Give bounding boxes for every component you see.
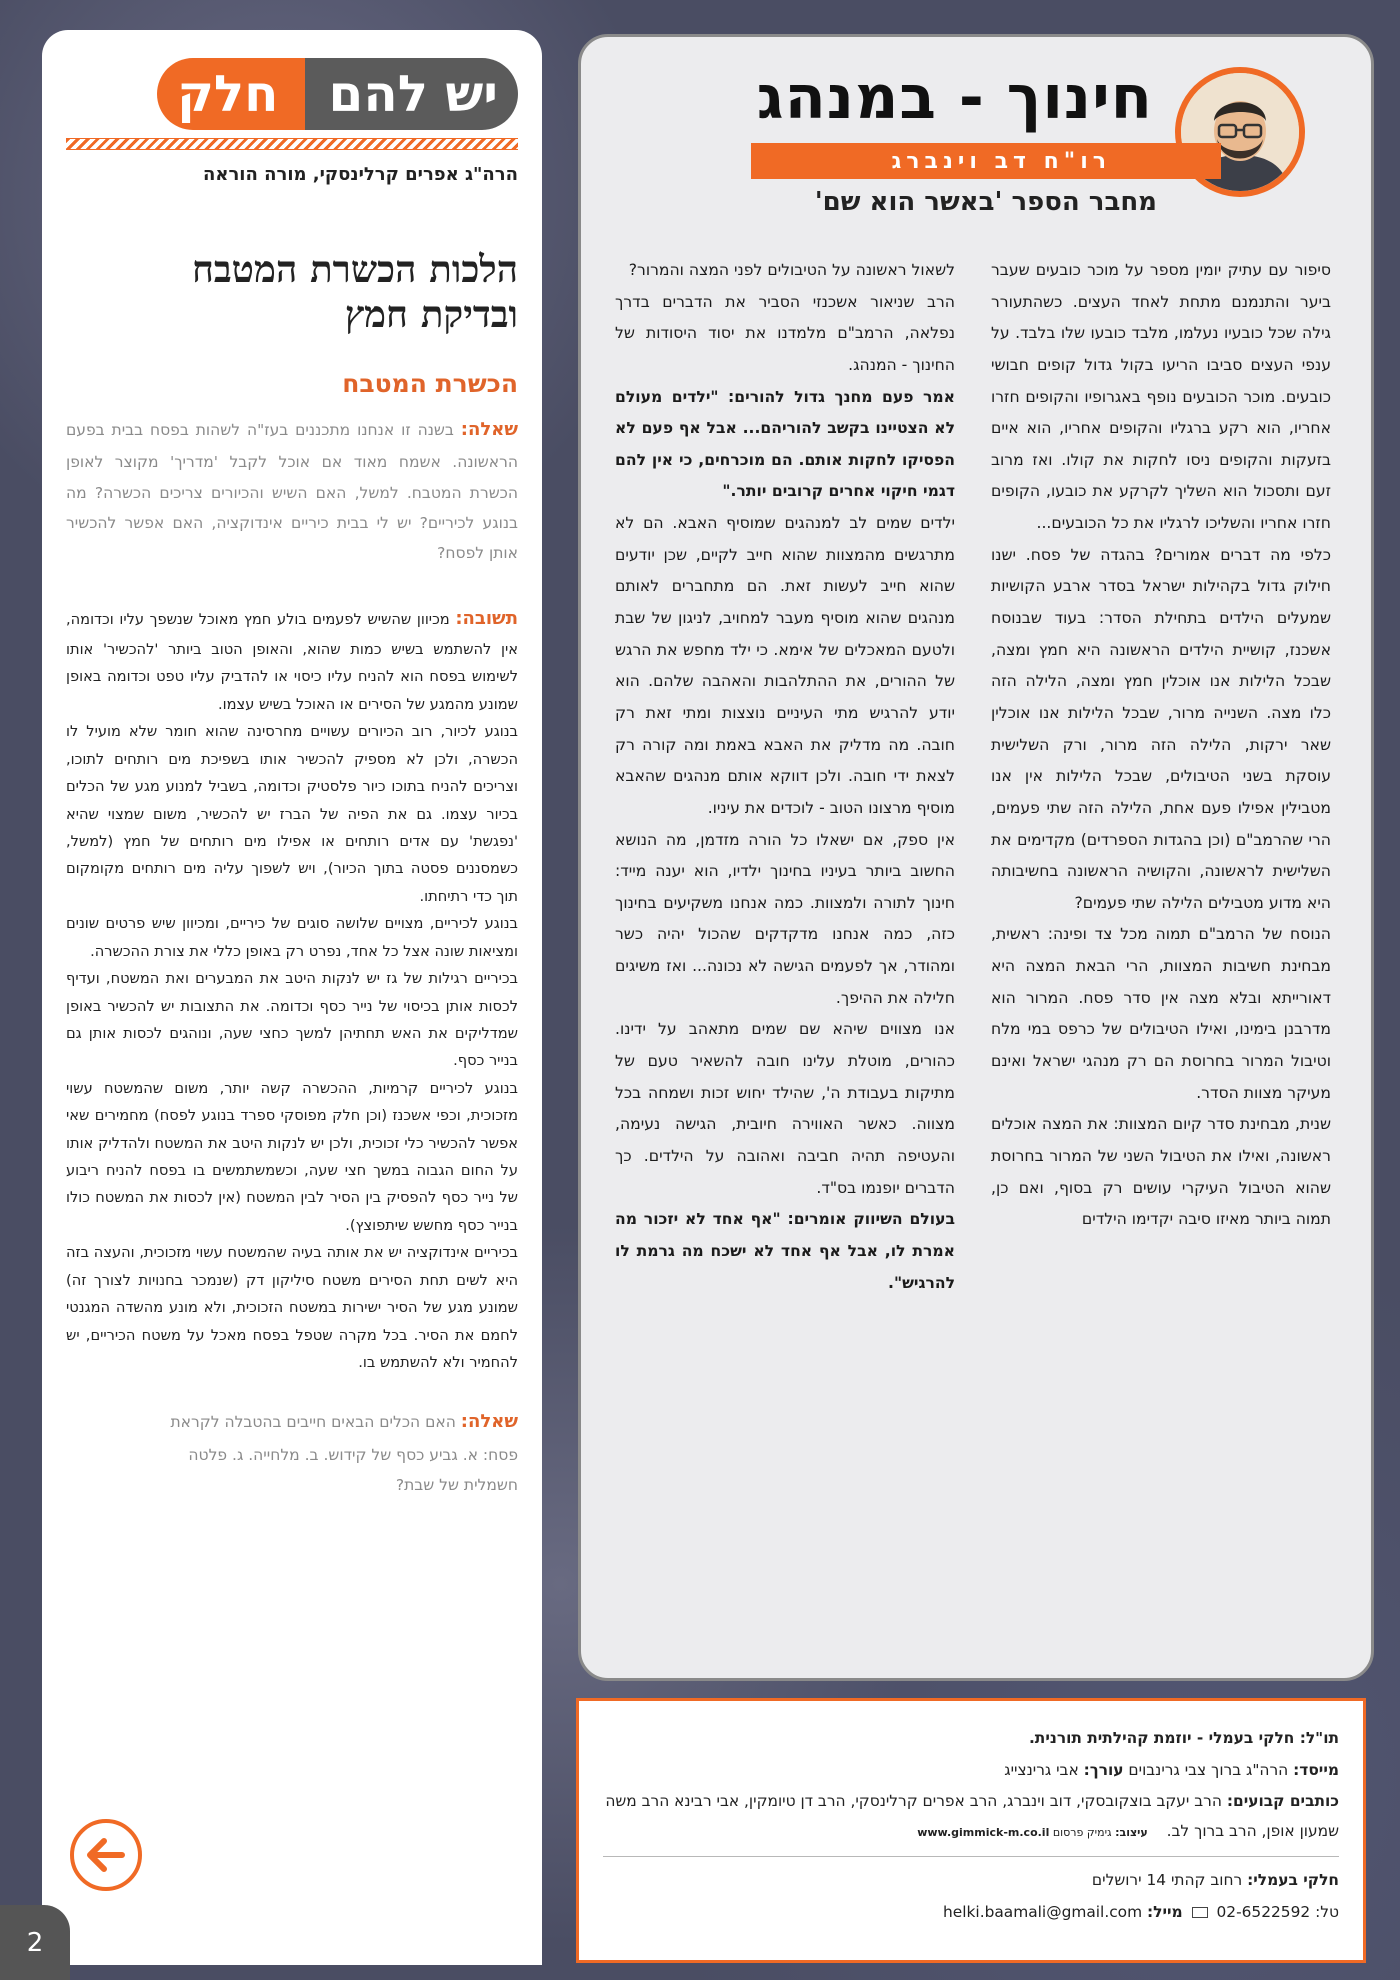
article-title (66, 247, 518, 337)
column-title-badge (157, 58, 518, 130)
answer-paragraph (66, 602, 518, 718)
question-text: האם הכלים הבאים חייבים בהטבלה לקראת פסח: א. גביע כסף של קידוש. ב. מלחייה. ג. פלטה חשמלית של שבת? (170, 1413, 518, 1494)
question-label: שאלה: (460, 1411, 518, 1433)
credits-org-line: תו"ל: חלקי בעמלי - יוזמת קהילתית תורנית. (1028, 1729, 1339, 1747)
paragraph: הרב שניאור אשכנזי הסביר את הדברים בדרך נפלאה, הרמב"ם מלמדנו את יסוד היסודות של החינוך - המנהג. (615, 292, 955, 374)
question-2 (66, 1404, 518, 1500)
credits-founder-line: מייסד: הרה"ג ברוך צבי גרינבוים עורך: אבי גרינצייג (1004, 1760, 1339, 1779)
question-text: בשנה זו אנחנו מתכננים בעז"ה לשהות בפסח בבית בפעם הראשונה. אשמח מאוד אם אוכל לקבל 'מדריך' מקוצר לאופן הכשרת המטבח. למשל, האם השיש והכיורים צריכים הכשרה? מה בנוגע לכיריים? יש לי בבית כיריים אינדוקציה, האם אפשר להכשיר אותן לפסח? (66, 421, 518, 562)
paragraph: בעולם השיווק אומרים: "אף אחד לא יזכור מה אמרת לו, אבל אף אחד לא ישכח מה גרמת לו להרגיש". (615, 1210, 955, 1292)
question-label: שאלה: (460, 419, 518, 441)
paragraph: סיפור עם עתיק יומין מספר על מוכר כובעים שעבר ביער והתנמנם מתחת לאחד העצים. כשהתעורר גילה שכל כובעיו נעלמו, מלבד כובעו שלו בלבד. על ענפי העצים סביבו הריעו בקול גדול קופים חבושי כובעים. מוכר הכובעים נופף באגרופיו והקופים חזרו אחריו, הוא רקע ברגליו והקופים אחריו, הוא איים בזעקות והקופים ניסו לחקות את קולו. ואז מרוב זעם ותסכול הוא השליך לקרקע את כובעו, הקופים חזרו אחריו והשליכו לרגליו את כל הכובעים... (991, 261, 1331, 533)
design-url-link[interactable]: www.gimmick-m.co.il (917, 1826, 1050, 1840)
email-link[interactable]: helki.baamali@gmail.com (943, 1902, 1143, 1921)
left-byline: הרה"ג אפרים קרלינסקי, מורה הוראה (203, 164, 518, 185)
credits-address-line: חלקי בעמלי: רחוב קהתי 14 ירושלים (1091, 1871, 1339, 1890)
credits-contact-line: טל: 02-6522592 מייל: helki.baamali@gmail.com (943, 1902, 1339, 1921)
design-credit: עיצוב: גימיק פרסום www.gimmick-m.co.il (917, 1826, 1148, 1840)
column-header (66, 58, 518, 130)
column-title-part1: יש להם (305, 58, 518, 130)
column-title-part2: חלק (157, 58, 304, 130)
credits-writers-line: כותבים קבועים: הרב יעקב בוצקובסקי, דוב וינברג, הרב אפרים קרלינסקי, הרב דן טיומקין, אבי רבינא הרב משה שמעון אופן, הרב ברוך לב. עיצוב: גימיק פרסום www.gimmick-m.co.il (605, 1792, 1339, 1841)
paragraph: אין ספק, אם ישאלו כל הורה מזדמן, מה הנושא החשוב ביותר בעיניו בחינוך ילדיו, הוא יענה מייד: חינוך לתורה ולמצוות. כמה אנחנו משקיעים בחינוך כזה, כמה אנחנו מדקדקים שהכול יהיה כשר ומהודר, אך לפעמים הגישה לא נכונה... ואז משיגים חלילה את ההיפך. (615, 830, 955, 1007)
left-column-panel (42, 30, 542, 1965)
paragraph: הנוסח של הרמב"ם תמוה מכל צד ופינה: ראשית, מבחינת חשיבות המצוות, הרי הבאת המצה היא דאורייתא ובלא מצה אין סדר פסח. המרור הוא מדרבנן בימינו, ואילו הטיבולים של כרפס במי מלח וטיבול המרור בחרוסת הם רק מנהגי ישראל ואינם מעיקר מצוות הסדר. (991, 925, 1331, 1102)
article-title-line2: ובדיקת חמץ (344, 292, 518, 337)
article-columns (615, 255, 1331, 1299)
paragraph: ילדים שמים לב למנהגים שמוסיף האבא. הם לא מתרגשים מהמצוות שהוא חייב לקיים, שכן יודעים שהוא חייב לעשות זאת. הם מתחברים לאותם מנהגים שהוא מוסיף מעבר למחויב, לניגון של שבת ולטעם המאכלים של אימא. כי ילד מחפש את הרגש של ההורים, את ההתלהבות והאהבה שלהם. הוא יודע להרגיש מתי העיניים נוצצות ומתי זאת רק חובה. מה מדליק את האבא באמת ומה קורה רק לצאת ידי חובה. ולכן דווקא אותם מנהגים שהאבא מוסיף מרצונו הטוב - לוכדים את עיניו. (615, 514, 955, 817)
article-title-line1: הלכות הכשרת המטבח (191, 247, 518, 291)
question-1 (66, 412, 518, 568)
paragraph: אנו מצווים שיהא שם שמים מתאהב על ידינו. כהורים, מוטלת עלינו חובה להשאיר טעם של מתיקות בעבודת ה', שהילד יחוש זכות ושמחה בכל מצווה. כאשר האווירה חיובית, הגישה נעימה, והעטיפה תהיה חביבה ואהובה על הילדים. כך הדברים יופנמו בס"ד. (615, 1020, 955, 1197)
text-column-1 (991, 255, 1331, 1299)
answer-paragraph: בנוגע לכיריים קרמיות, ההכשרה קשה יותר, משום שהמשטח עשוי מזכוכית, וכפי אשכנז (וכן חלק מפוסקי ספרד בנוגע לפסח) מחמירים שאי אפשר להכשיר כלי זכוכית, ולכן יש לנקות היטב את המשטח ולהדליק אותו על החום הגבוה במשך חצי שעה, וכשמשתמשים בו בפסח להניח ריבוע של נייר כסף להפסיק בין הסיר לבין המשטח (אין לכסות את המשטח כולו בנייר כסף מחשש שיתפוצץ). (66, 1079, 518, 1234)
section-heading: הכשרת המטבח (342, 369, 518, 399)
answer-block (66, 602, 518, 1376)
arrow-left-circle-icon[interactable] (70, 1819, 142, 1891)
answer-paragraph: בנוגע לכיריים, מצויים שלושה סוגים של כיריים, ומכיוון שיש פרטים שונים ומציאות שונה אצל כל אחד, נפרט רק באופן כללי את צורת ההכשרה. (66, 915, 518, 960)
answer-paragraph: בכיריים אינדוקציה יש את אותה בעיה שהמשטח עשוי מזכוכית, והעצה בזה היא לשים תחת הסירים משטח סיליקון דק (שנמכר בחנויות לצורך זה) שמונע מגע של הסיר ישירות במשטח הזכוכית, ולא מונע מהשדה המגנטי לחמם את הסיר. בכל מקרה שטפל בפסח מאכל על משטח הכיריים, יש להחמיר ולא להשתמש בו. (66, 1244, 518, 1372)
hatched-divider (66, 138, 518, 150)
paragraph: אמר פעם מחנך גדול להורים: "ילדים מעולם לא הצטיינו בקשב להוריהם... אבל אף פעם לא הפסיקו לחקות אותם. הם מוכרחים, כי אין להם דגמי חיקוי אחרים קרובים יותר." (615, 387, 955, 501)
paragraph: כלפי מה דברים אמורים? בהגדה של פסח. ישנו חילוק גדול בקהילות ישראל בסדר ארבע הקושיות שמעלים הילדים בתחילת הסדר: בעוד שבנוסח אשכנז, קושיית הילדים הראשונה היא חמץ ומצה, שבכל הלילות אנו אוכלין חמץ ומצה, הלילה הזה כלו מצה. השנייה מרור, שבכל הלילות אנו אוכלין שאר ירקות, הלילה הזה מרור, ורק השלישית עוסקת בשני הטיבולים, שבכל הלילות אין אנו מטבילין אפילו פעם אחת, הלילה הזה שתי פעמים, הרי שהרמב"ם (וכן בהגדות הספרדים) מקדימים את השלישית לראשונה, והקושיה הראשונה בחשיבותה היא מדוע מטבילים הלילה שתי פעמים? (991, 545, 1331, 912)
page-number: 2 (0, 1905, 70, 1980)
arrow-left-icon (74, 1823, 138, 1887)
answer-label: תשובה: (455, 608, 518, 630)
right-column-panel (578, 34, 1374, 1681)
credits-divider (603, 1856, 1339, 1857)
author-subtitle: מחבר הספר 'באשר הוא שם' (814, 187, 1157, 217)
column-main-title: חינוך - במנהג (756, 63, 1153, 133)
author-name-bar: רו"ח דב וינברג (751, 143, 1221, 179)
text-column-2 (615, 255, 955, 1299)
answer-text: מכיוון שהשיש לפעמים בולע חמץ מאוכל שנשפך עליו וכדומה, אין להשתמש בשיש כמות שהוא, והאופן הטוב ביותר 'להכשיר' אותו לשימוש בפסח הוא להניח עליו כיסוי או להדביק עליו טפט וכדומה באופן שמונע מהמגע של הסירים או האוכל בשיש עצמו. (66, 611, 518, 713)
envelope-icon (1192, 1907, 1208, 1918)
phone-number[interactable]: 02-6522592 (1216, 1902, 1311, 1921)
credits-box (576, 1698, 1366, 1963)
answer-paragraph: בכיריים רגילות של גז יש לנקות היטב את המבערים ואת המשטח, ועדיף לכסות אותן בכיסוי של נייר כסף וכדומה. את התצובות יש להכשיר באופן שמדליקים את האש תחתיהן למשך כחצי שעה, ונוהגים לכסות אותן גם בנייר כסף. (66, 970, 518, 1070)
paragraph: לשאול ראשונה על הטיבולים לפני המצה והמרור? (628, 261, 955, 279)
answer-paragraph: בנוגע לכיור, רוב הכיורים עשויים מחרסינה שהוא חומר שלא מועיל לו הכשרה, ולכן לא מספיק להכשיר אותו בשפיכת מים רותחים לתוכו, וצריכים להניח בתוכו כיור פלסטיק וכדומה, בשביל למנוע מגע של הכלים בכיור עצמו. גם את הפיה של הברז יש להכשיר, משום שמצוי שהיא 'נפגשת' עם אדים רותחים או אפילו מים רותחים של חמץ (למשל, כשמסננים פסטה בתוך הכיור), ויש לשפוך עליה מים רותחים מקומקום תוך כדי רתיחתו. (66, 723, 518, 905)
paragraph: שנית, מבחינת סדר קיום המצוות: את המצה אוכלים ראשונה, ואילו את הטיבול השני של המרור בחרוסת שהוא הטיבול העיקרי עושים רק בסוף, ואם כן, תמוה ביותר מאיזו סיבה יקדימו הילדים (991, 1115, 1331, 1229)
